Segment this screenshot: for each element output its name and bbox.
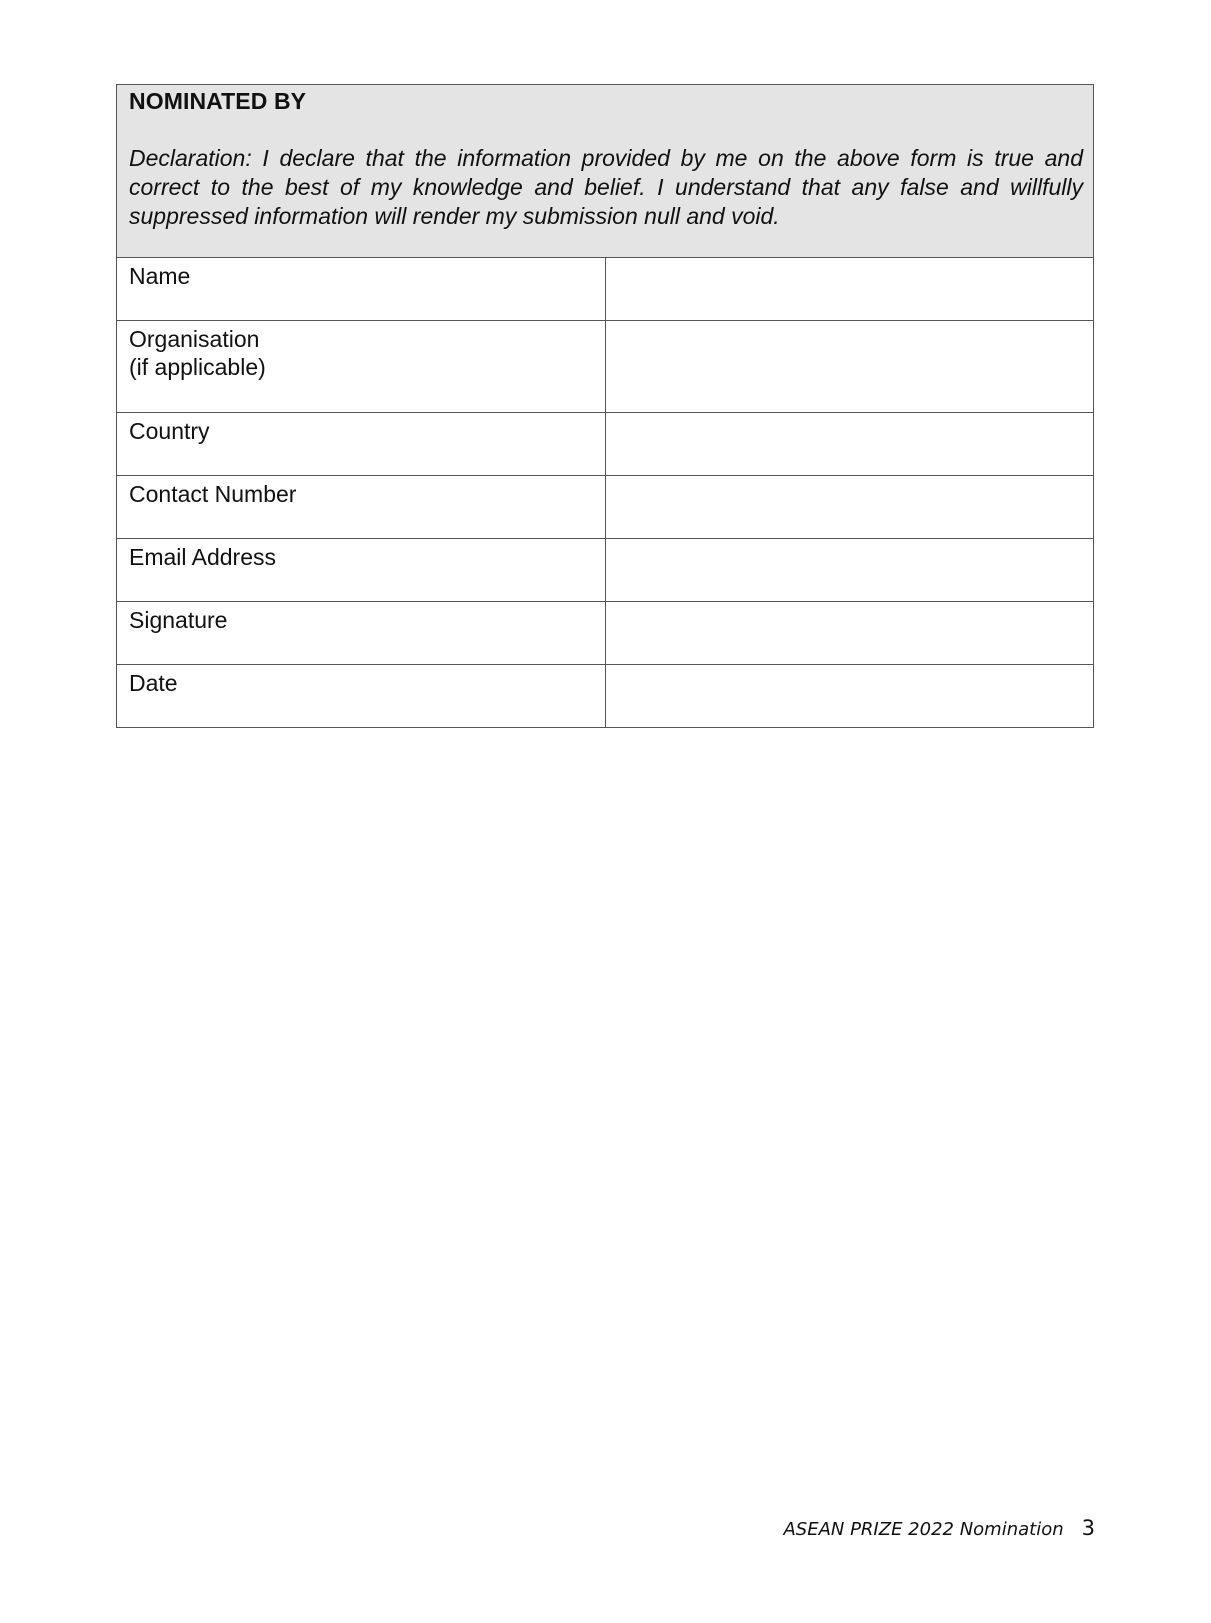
section-title: NOMINATED BY: [129, 88, 307, 114]
organisation-label-line2: (if applicable): [129, 354, 266, 380]
field-label-organisation: [117, 321, 606, 413]
page-number: 3: [1081, 1516, 1095, 1540]
nomination-form-table: [116, 84, 1094, 728]
organisation-label-line1: Organisation: [129, 326, 260, 352]
declaration-text: Declaration: I declare that the information provided by me on the above form is true and correct to the best of my knowledge and belief. I understand that any false and willfully suppressed information will render my submission null and void.: [129, 145, 1083, 229]
field-value-name[interactable]: [605, 258, 1094, 321]
form-row-signature: [117, 602, 1094, 665]
field-value-date[interactable]: [605, 665, 1094, 728]
field-label-email-address: Email Address: [117, 539, 606, 602]
field-label-country: Country: [117, 413, 606, 476]
form-row-contact-number: [117, 476, 1094, 539]
page-footer: [783, 1516, 1095, 1540]
field-label-contact-number: Contact Number: [117, 476, 606, 539]
field-label-name: Name: [117, 258, 606, 321]
footer-title: ASEAN PRIZE 2022 Nomination: [783, 1519, 1064, 1540]
nominated-by-header: [117, 85, 1094, 258]
field-value-email-address[interactable]: [605, 539, 1094, 602]
form-row-email-address: [117, 539, 1094, 602]
field-label-date: Date: [117, 665, 606, 728]
form-row-country: [117, 413, 1094, 476]
form-row-date: [117, 665, 1094, 728]
field-value-organisation[interactable]: [605, 321, 1094, 413]
field-value-country[interactable]: [605, 413, 1094, 476]
form-row-organisation: [117, 321, 1094, 413]
field-label-signature: Signature: [117, 602, 606, 665]
field-value-signature[interactable]: [605, 602, 1094, 665]
form-row-name: [117, 258, 1094, 321]
field-value-contact-number[interactable]: [605, 476, 1094, 539]
